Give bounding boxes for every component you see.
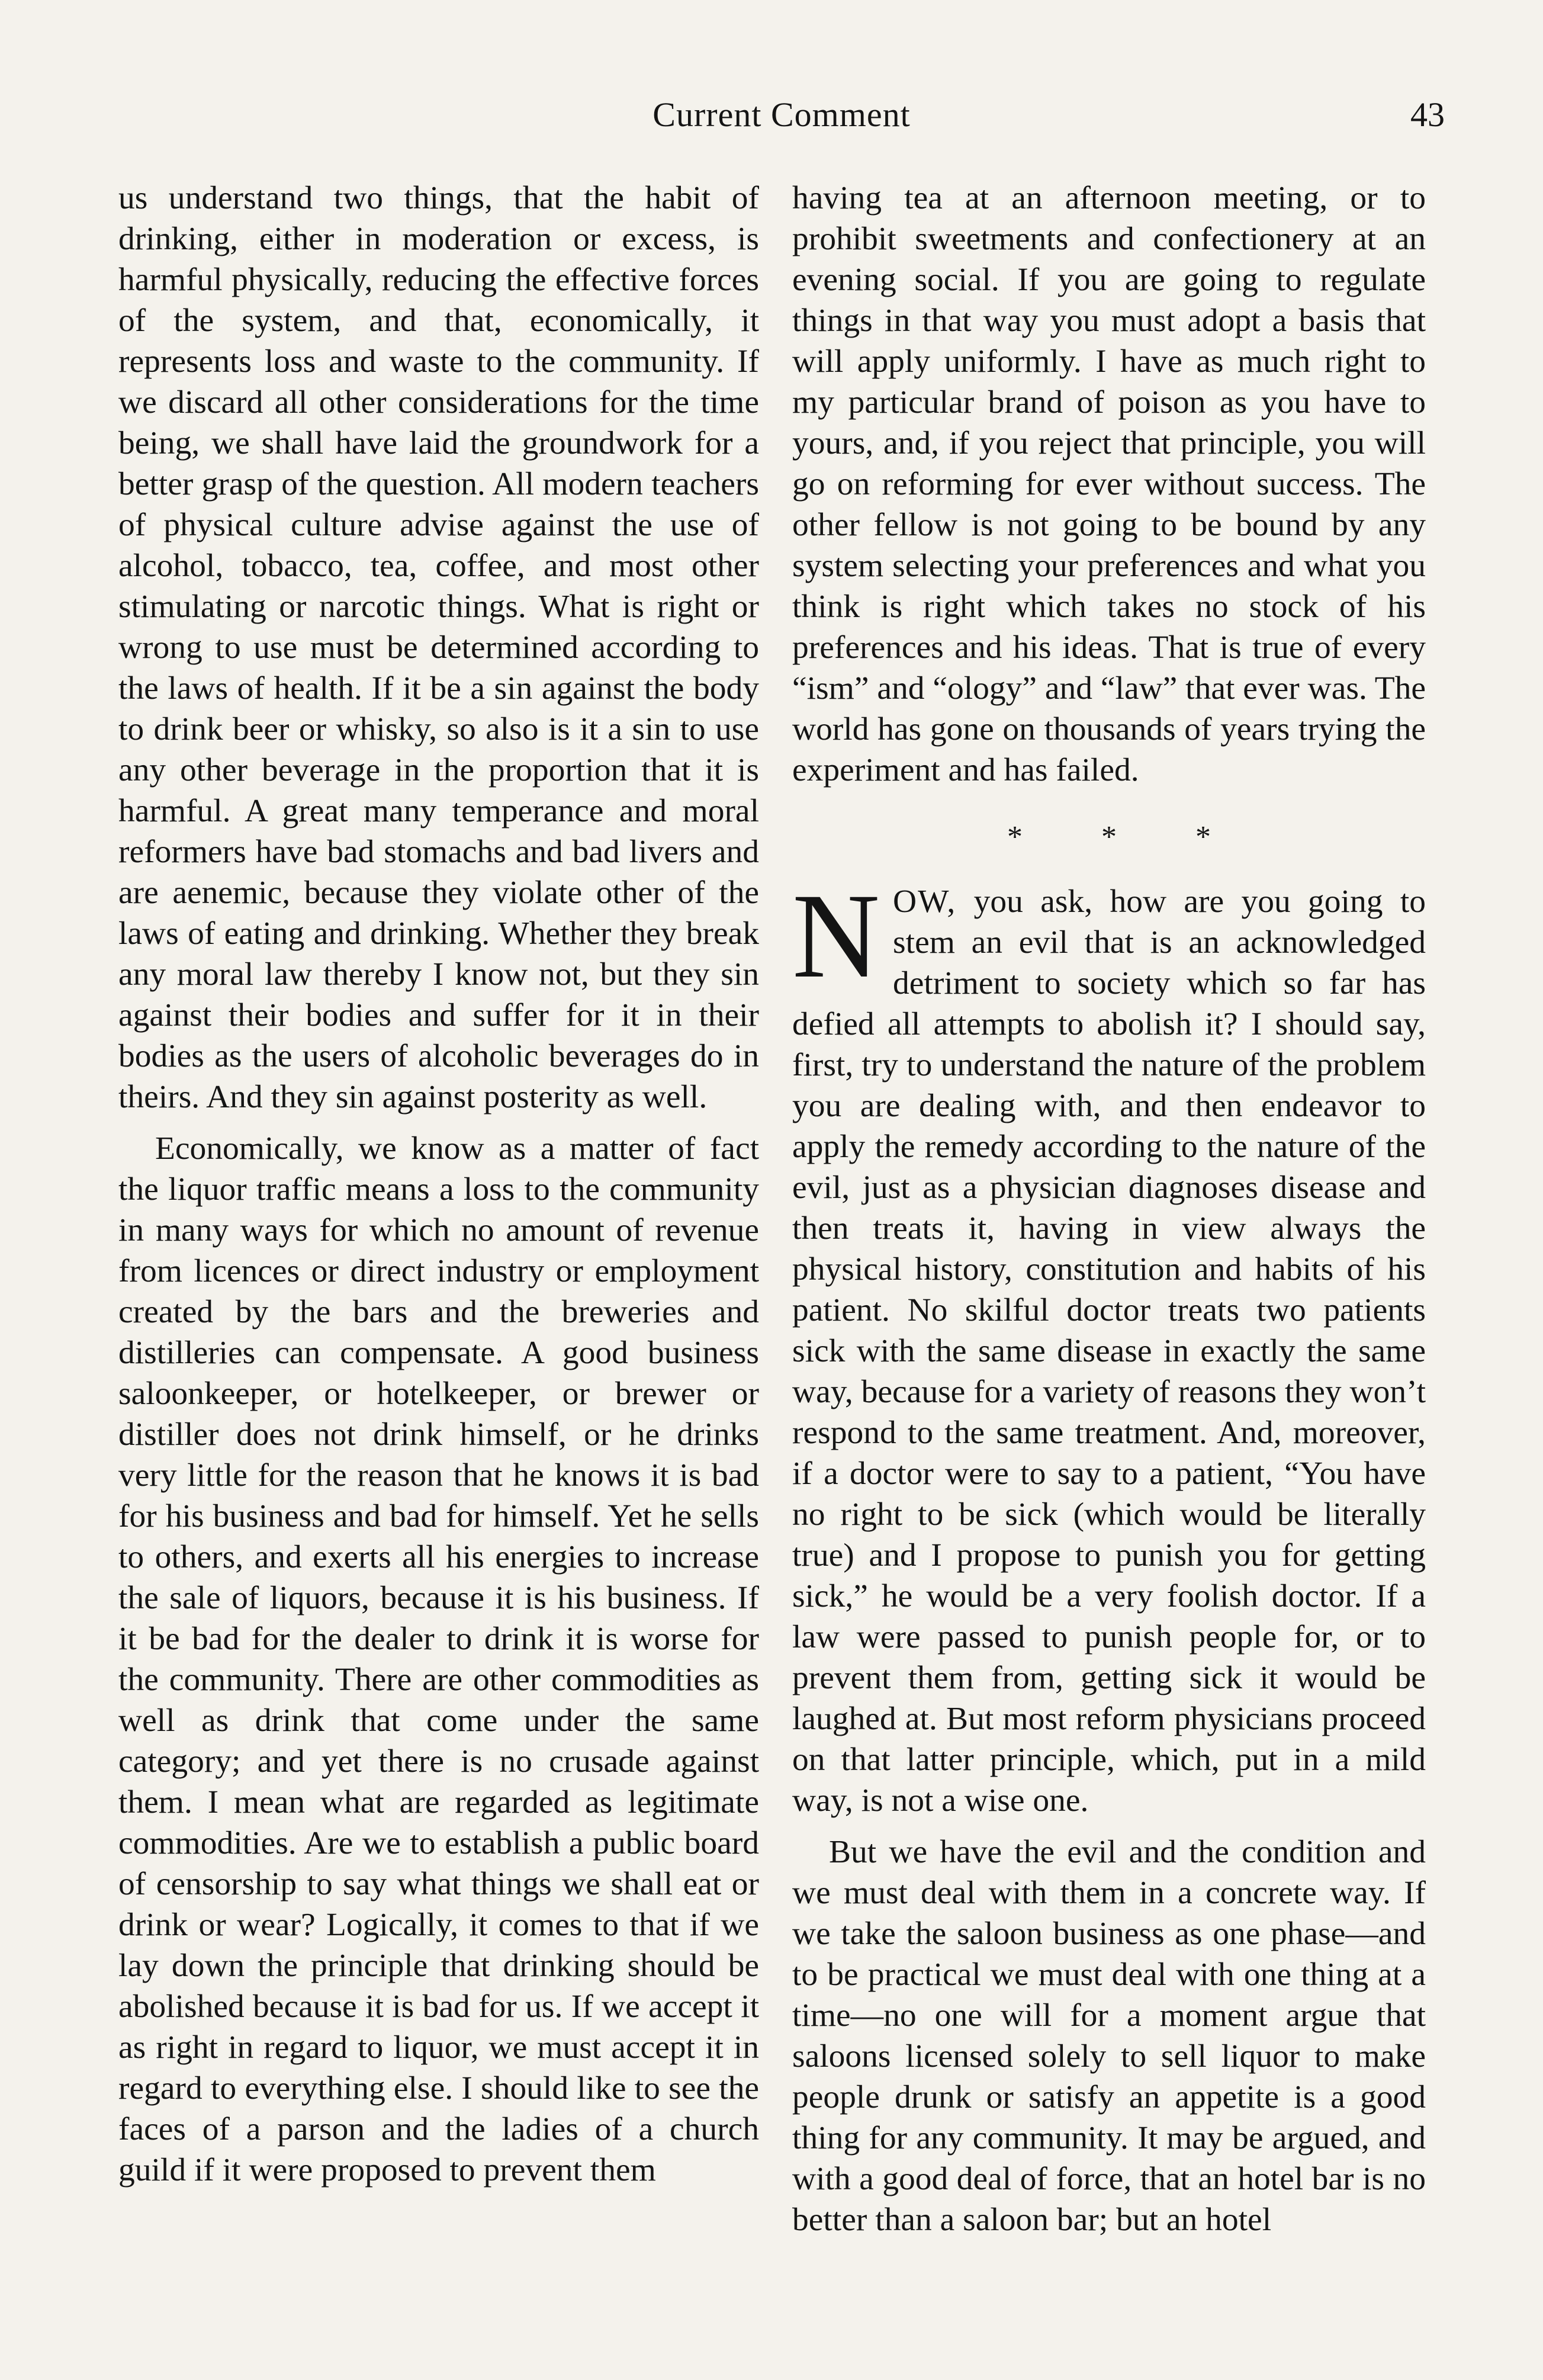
dropcap: N	[792, 869, 880, 1003]
running-head: Current Comment	[652, 95, 911, 134]
page-header	[118, 95, 1445, 142]
paragraph: Economically, we know as a matter of fact the liquor traffic means a loss to the community in many ways for which no amount of revenue from licences or direct industry or employment created by the bars and the breweries and distilleries can compensate. A good business saloonkeeper, or hotelkeeper, or brewer or distiller does not drink himself, or he drinks very little for the reason that he knows it is bad for his business and bad for himself. Yet he sells to others, and exerts all his energies to increase the sale of liquors, because it is his business. If it be bad for the dealer to drink it is worse for the community. There are other commodities as well as drink that come under the same category; and yet there is no crusade against them. I mean what are regarded as legitimate commodities. Are we to establish a public board of censorship to say what things we shall eat or drink or wear? Logically, it comes to that if we lay down the principle that drinking should be abolished because it is bad for us. If we accept it as right in regard to liquor, we must accept it in regard to everything else. I should like to see the faces of a parson and the ladies of a church guild if it were proposed to prevent them	[118, 1130, 759, 2188]
page-number: 43	[1410, 95, 1445, 134]
lead-word: OW,	[893, 884, 957, 920]
section-break: * * *	[1007, 820, 1246, 854]
left-column	[118, 178, 759, 2286]
paragraph: us understand two things, that the habit of drinking, either in moderation or excess, is harmful physically, reducing the effective forces of the system, and that, economically, it represents loss and waste to the community. If we discard all other considerations for the time being, we shall have laid the groundwork for a better grasp of the question. All modern teachers of physical culture advise against the use of alcohol, tobacco, tea, coffee, and most other stimulating or narcotic things. What is right or wrong to use must be determined according to the laws of health. If it be a sin against the body to drink beer or whisky, so also is it a sin to use any other beverage in the proportion that it is harmful. A great many temperance and moral reformers have bad stomachs and bad livers and are aenemic, because they violate other of the laws of eating and drinking. Whether they break any moral law thereby I know not, but they sin against their bodies and suffer for it in their bodies as the users of alcoholic beverages do in theirs. And they sin against posterity as well.	[118, 180, 759, 1115]
paragraph-text: you ask, how are you going to stem an evil that is an acknowledged detriment to society which so far has defied all attempts to abolish it? I should say, first, try to understand the nature of the problem you are dealing with, and then endeavor to apply the remedy according to the nature of the evil, just as a physician diagnoses disease and then treats it, having in view always the physical history, constitution and habits of his patient. No skilful doctor treats two patients sick with the same disease in exactly the same way, because for a variety of reasons they won’t respond to the same treatment. And, moreover, if a doctor were to say to a patient, “You have no right to be sick (which would be literally true) and I propose to punish you for getting sick,” he would be a very foolish doctor. If a law were passed to punish people for, or to prevent them from, getting sick it would be laughed at. But most reform physicians proceed on that latter principle, which, put in a mild way, is not a wise one.	[792, 884, 1426, 1819]
right-column	[792, 178, 1426, 2286]
paragraph: But we have the evil and the condition and we must deal with them in a concrete way. If we take the saloon business as one phase—and to be practical we must deal with one thing at a time—no one will for a moment argue that saloons licensed solely to sell liquor to make people drunk or satisfy an appetite is a good thing for any community. It may be argued, and with a good deal of force, that an hotel bar is no better than a saloon bar; but an hotel	[792, 1834, 1426, 2238]
paragraph-with-dropcap	[792, 869, 1426, 1821]
paragraph: having tea at an afternoon meeting, or to prohibit sweetments and confectionery at an evening social. If you are going to regulate things in that way you must adopt a basis that will apply uniformly. I have as much right to my particular brand of poison as you have to yours, and, if you reject that principle, you will go on reforming for ever without success. The other fellow is not going to be bound by any system selecting your preferences and what you think is right which takes no stock of his preferences and his ideas. That is true of every “ism” and “ology” and “law” that ever was. The world has gone on thousands of years trying the experiment and has failed.	[792, 180, 1426, 788]
